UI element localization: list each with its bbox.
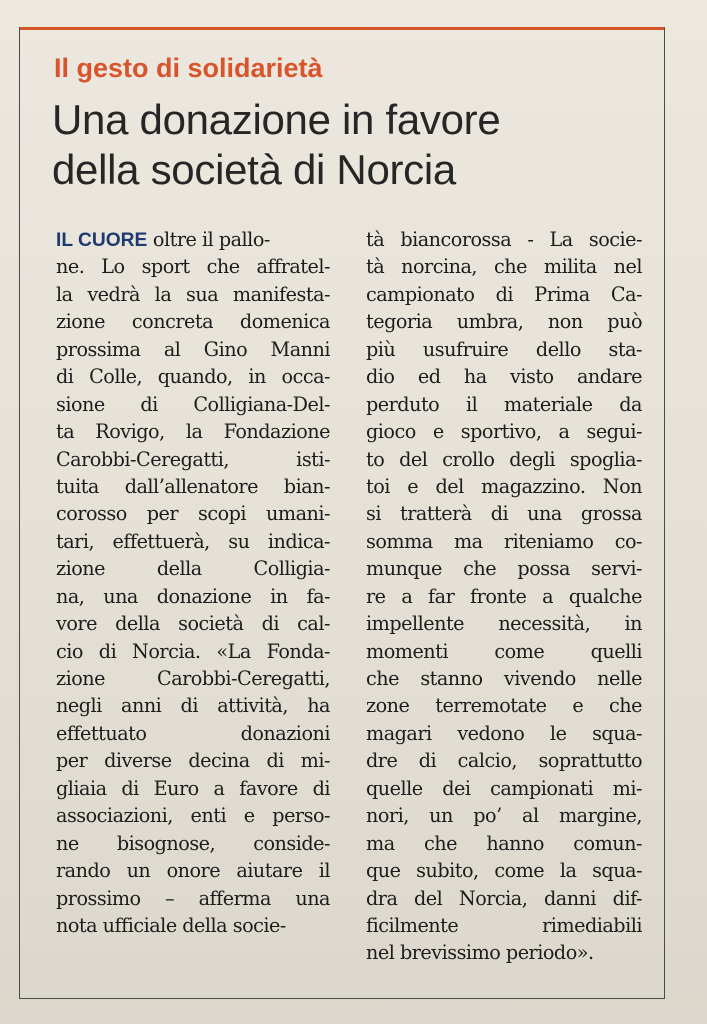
body-line: zione concreta domenica	[56, 310, 330, 334]
body-line: prossima al Gino Manni	[56, 337, 330, 361]
body-line: zione Carobbi-Ceregatti,	[56, 667, 330, 690]
body-line: la vedrà la sua manifesta-	[56, 282, 330, 306]
body-line: nel brevissimo periodo».	[366, 941, 594, 965]
body-line: gliaia di Euro a favore di	[56, 776, 330, 800]
body-line: tuita dall’allenatore bian-	[56, 474, 330, 498]
body-line: ta Rovigo, la Fondazione	[56, 420, 330, 444]
body-line: più usufruire dello sta-	[366, 337, 642, 361]
body-line: ne. Lo sport che affratel-	[56, 255, 330, 279]
headline-line: Una donazione in favore	[52, 96, 501, 143]
body-line: toi e del magazzino. Non	[366, 474, 642, 498]
body-line: na, una donazione in fa-	[56, 584, 330, 608]
body-line: prossimo – afferma una	[56, 886, 330, 910]
body-line: che stanno vivendo nelle	[366, 667, 642, 690]
body-line: ficilmente rimediabili	[366, 913, 642, 937]
body-line: zione della Colligia-	[56, 557, 330, 581]
body-line: munque che possa servi-	[366, 557, 642, 581]
body-line: to del crollo degli spoglia-	[366, 447, 642, 471]
body-line: tà norcina, che milita nel	[366, 255, 642, 279]
article-box	[19, 27, 665, 999]
body-line: Carobbi-Ceregatti, isti-	[56, 447, 330, 471]
body-line: re a far fronte a qualche	[366, 584, 642, 608]
body-line: corosso per scopi umani-	[56, 502, 330, 526]
headline-line: della società di Norcia	[52, 146, 456, 193]
body-line: momenti come quelli	[366, 639, 642, 663]
body-line: quelle dei campionati mi-	[366, 776, 642, 800]
body-line: que subito, come la squa-	[366, 859, 642, 883]
body-line: rando un onore aiutare il	[56, 859, 330, 883]
body-line: per diverse decina di mi-	[56, 749, 330, 773]
article-headline	[52, 95, 500, 195]
body-line: magari vedono le squa-	[366, 721, 642, 745]
body-line: associazioni, enti e perso-	[56, 804, 330, 828]
body-line: sione di Colligiana-Del-	[56, 392, 330, 416]
lead-in-caps: IL CUORE	[56, 230, 148, 251]
body-line: effettuato donazioni	[56, 721, 330, 745]
body-line: cio di Norcia. «La Fonda-	[56, 639, 330, 663]
body-line: gioco e sportivo, a segui-	[366, 420, 642, 444]
body-line: perduto il materiale da	[366, 392, 642, 416]
body-line: nota ufficiale della socie-	[56, 913, 286, 937]
body-line: dra del Norcia, danni dif-	[366, 886, 642, 910]
body-line: si tratterà di una grossa	[366, 502, 642, 526]
body-line: tegoria umbra, non può	[366, 310, 642, 334]
article-kicker: Il gesto di solidarietà	[54, 53, 323, 83]
body-line: vore della società di cal-	[56, 612, 330, 636]
body-line: tari, effettuerà, su indica-	[56, 529, 330, 553]
body-line: impellente necessità, in	[366, 612, 642, 636]
body-line: nori, un po’ al margine,	[366, 804, 642, 828]
article-body-right-column	[366, 226, 642, 967]
body-line: ne bisognose, conside-	[56, 831, 330, 855]
body-line: tà biancorossa - La socie-	[366, 228, 642, 251]
body-line: zone terremotate e che	[366, 694, 642, 718]
top-accent-rule	[20, 27, 664, 30]
body-line: campionato di Prima Ca-	[366, 282, 642, 306]
body-line: negli anni di attività, ha	[56, 694, 330, 718]
lead-line-text: oltre il pallo-	[147, 228, 270, 251]
body-line: dre di calcio, soprattutto	[366, 749, 642, 773]
body-line: di Colle, quando, in occa-	[56, 365, 330, 389]
body-line: ma che hanno comun-	[366, 831, 642, 855]
body-line: dio ed ha visto andare	[366, 365, 642, 389]
body-line-lead	[56, 226, 330, 253]
body-line: somma ma riteniamo co-	[366, 529, 642, 553]
article-body-left-column	[56, 226, 330, 939]
